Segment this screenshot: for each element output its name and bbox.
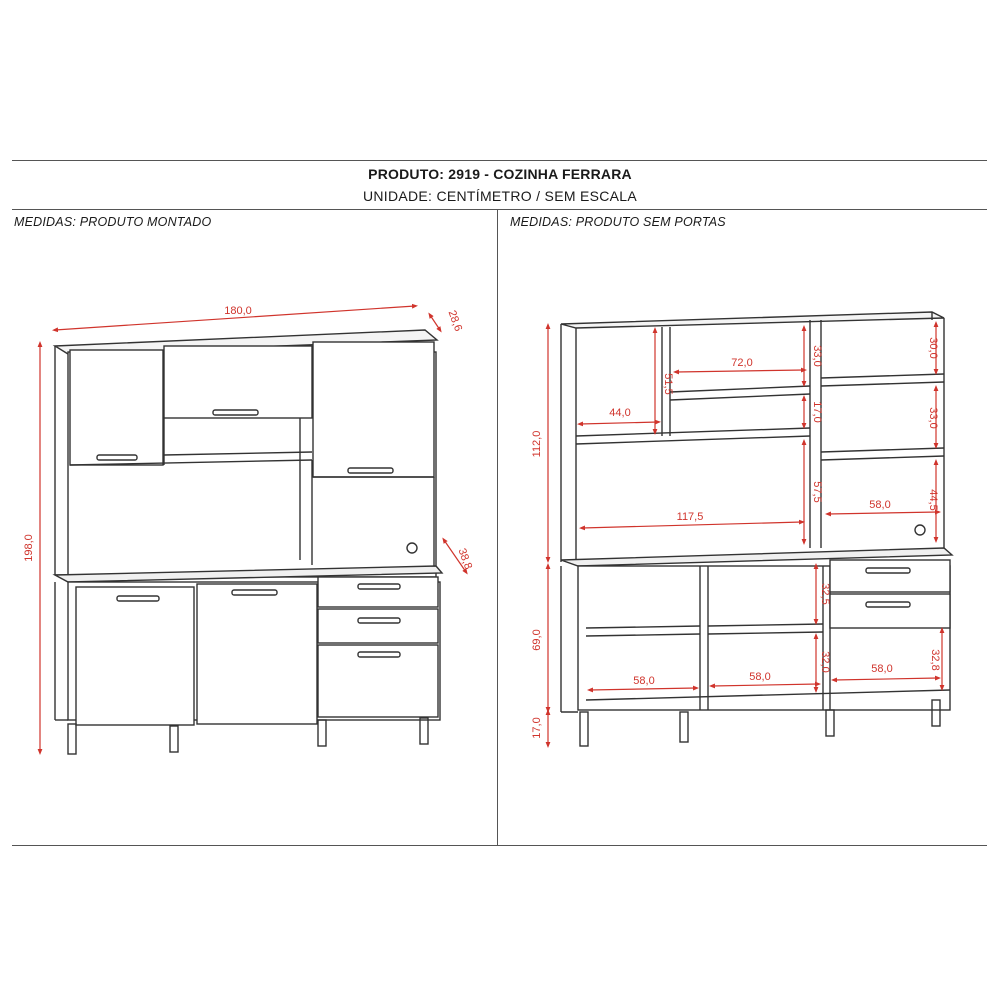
dim-bottom-w2: 58,0	[749, 671, 771, 683]
lower-center-door	[197, 584, 317, 724]
drawer-3	[318, 645, 438, 717]
cabinet-assembled	[55, 330, 442, 754]
drawer-2	[318, 609, 438, 643]
dim-main-niche-w: 117,5	[676, 511, 704, 523]
dim-right-top-h3: 44,5	[927, 489, 939, 511]
upper-flap-door	[164, 346, 312, 418]
dim-bottom-h1: 32,5	[819, 583, 831, 605]
dim-h-feet: 17,0	[531, 717, 543, 739]
dim-bottom-h3: 32,8	[929, 649, 941, 671]
unit-subtitle: UNIDADE: CENTÍMETRO / SEM ESCALA	[362, 188, 638, 204]
dim-h-lower: 69,0	[531, 629, 543, 651]
dim-right-top-h2: 33,0	[927, 407, 939, 429]
dim-bottom-w1: 58,0	[633, 675, 655, 687]
dim-main-niche-h: 57,5	[811, 481, 823, 503]
drawer-1	[318, 577, 438, 607]
dim-right-top-w: 58,0	[869, 499, 891, 511]
dim-bottom-w3: 58,0	[871, 663, 893, 675]
open-drawer-1	[830, 560, 950, 592]
dim-h-upper: 112,0	[531, 430, 543, 458]
dim-left-niche-w: 44,0	[609, 407, 631, 419]
dim-center-top-h: 33,0	[811, 345, 823, 367]
upper-left-door	[70, 350, 163, 465]
dim-center-top-w: 72,0	[731, 357, 753, 369]
upper-right-door	[313, 342, 434, 477]
dim-depth-base: 38,8	[455, 546, 475, 572]
dim-bottom-h2: 32,0	[819, 651, 831, 673]
left-panel-label: MEDIDAS: PRODUTO MONTADO	[14, 215, 212, 229]
lower-left-door	[76, 587, 194, 725]
product-title: PRODUTO: 2919 - COZINHA FERRARA	[368, 166, 632, 182]
right-panel-label: MEDIDAS: PRODUTO SEM PORTAS	[510, 215, 726, 229]
open-drawer-2	[830, 594, 950, 628]
dim-center-mid-h: 17,0	[811, 401, 823, 423]
dim-depth-top: 28,6	[445, 308, 465, 334]
dim-height: 198,0	[23, 534, 35, 562]
dim-left-niche-h: 51,5	[662, 373, 674, 395]
dim-right-top-h1: 30,0	[927, 337, 939, 359]
dim-width: 180,0	[224, 305, 252, 317]
